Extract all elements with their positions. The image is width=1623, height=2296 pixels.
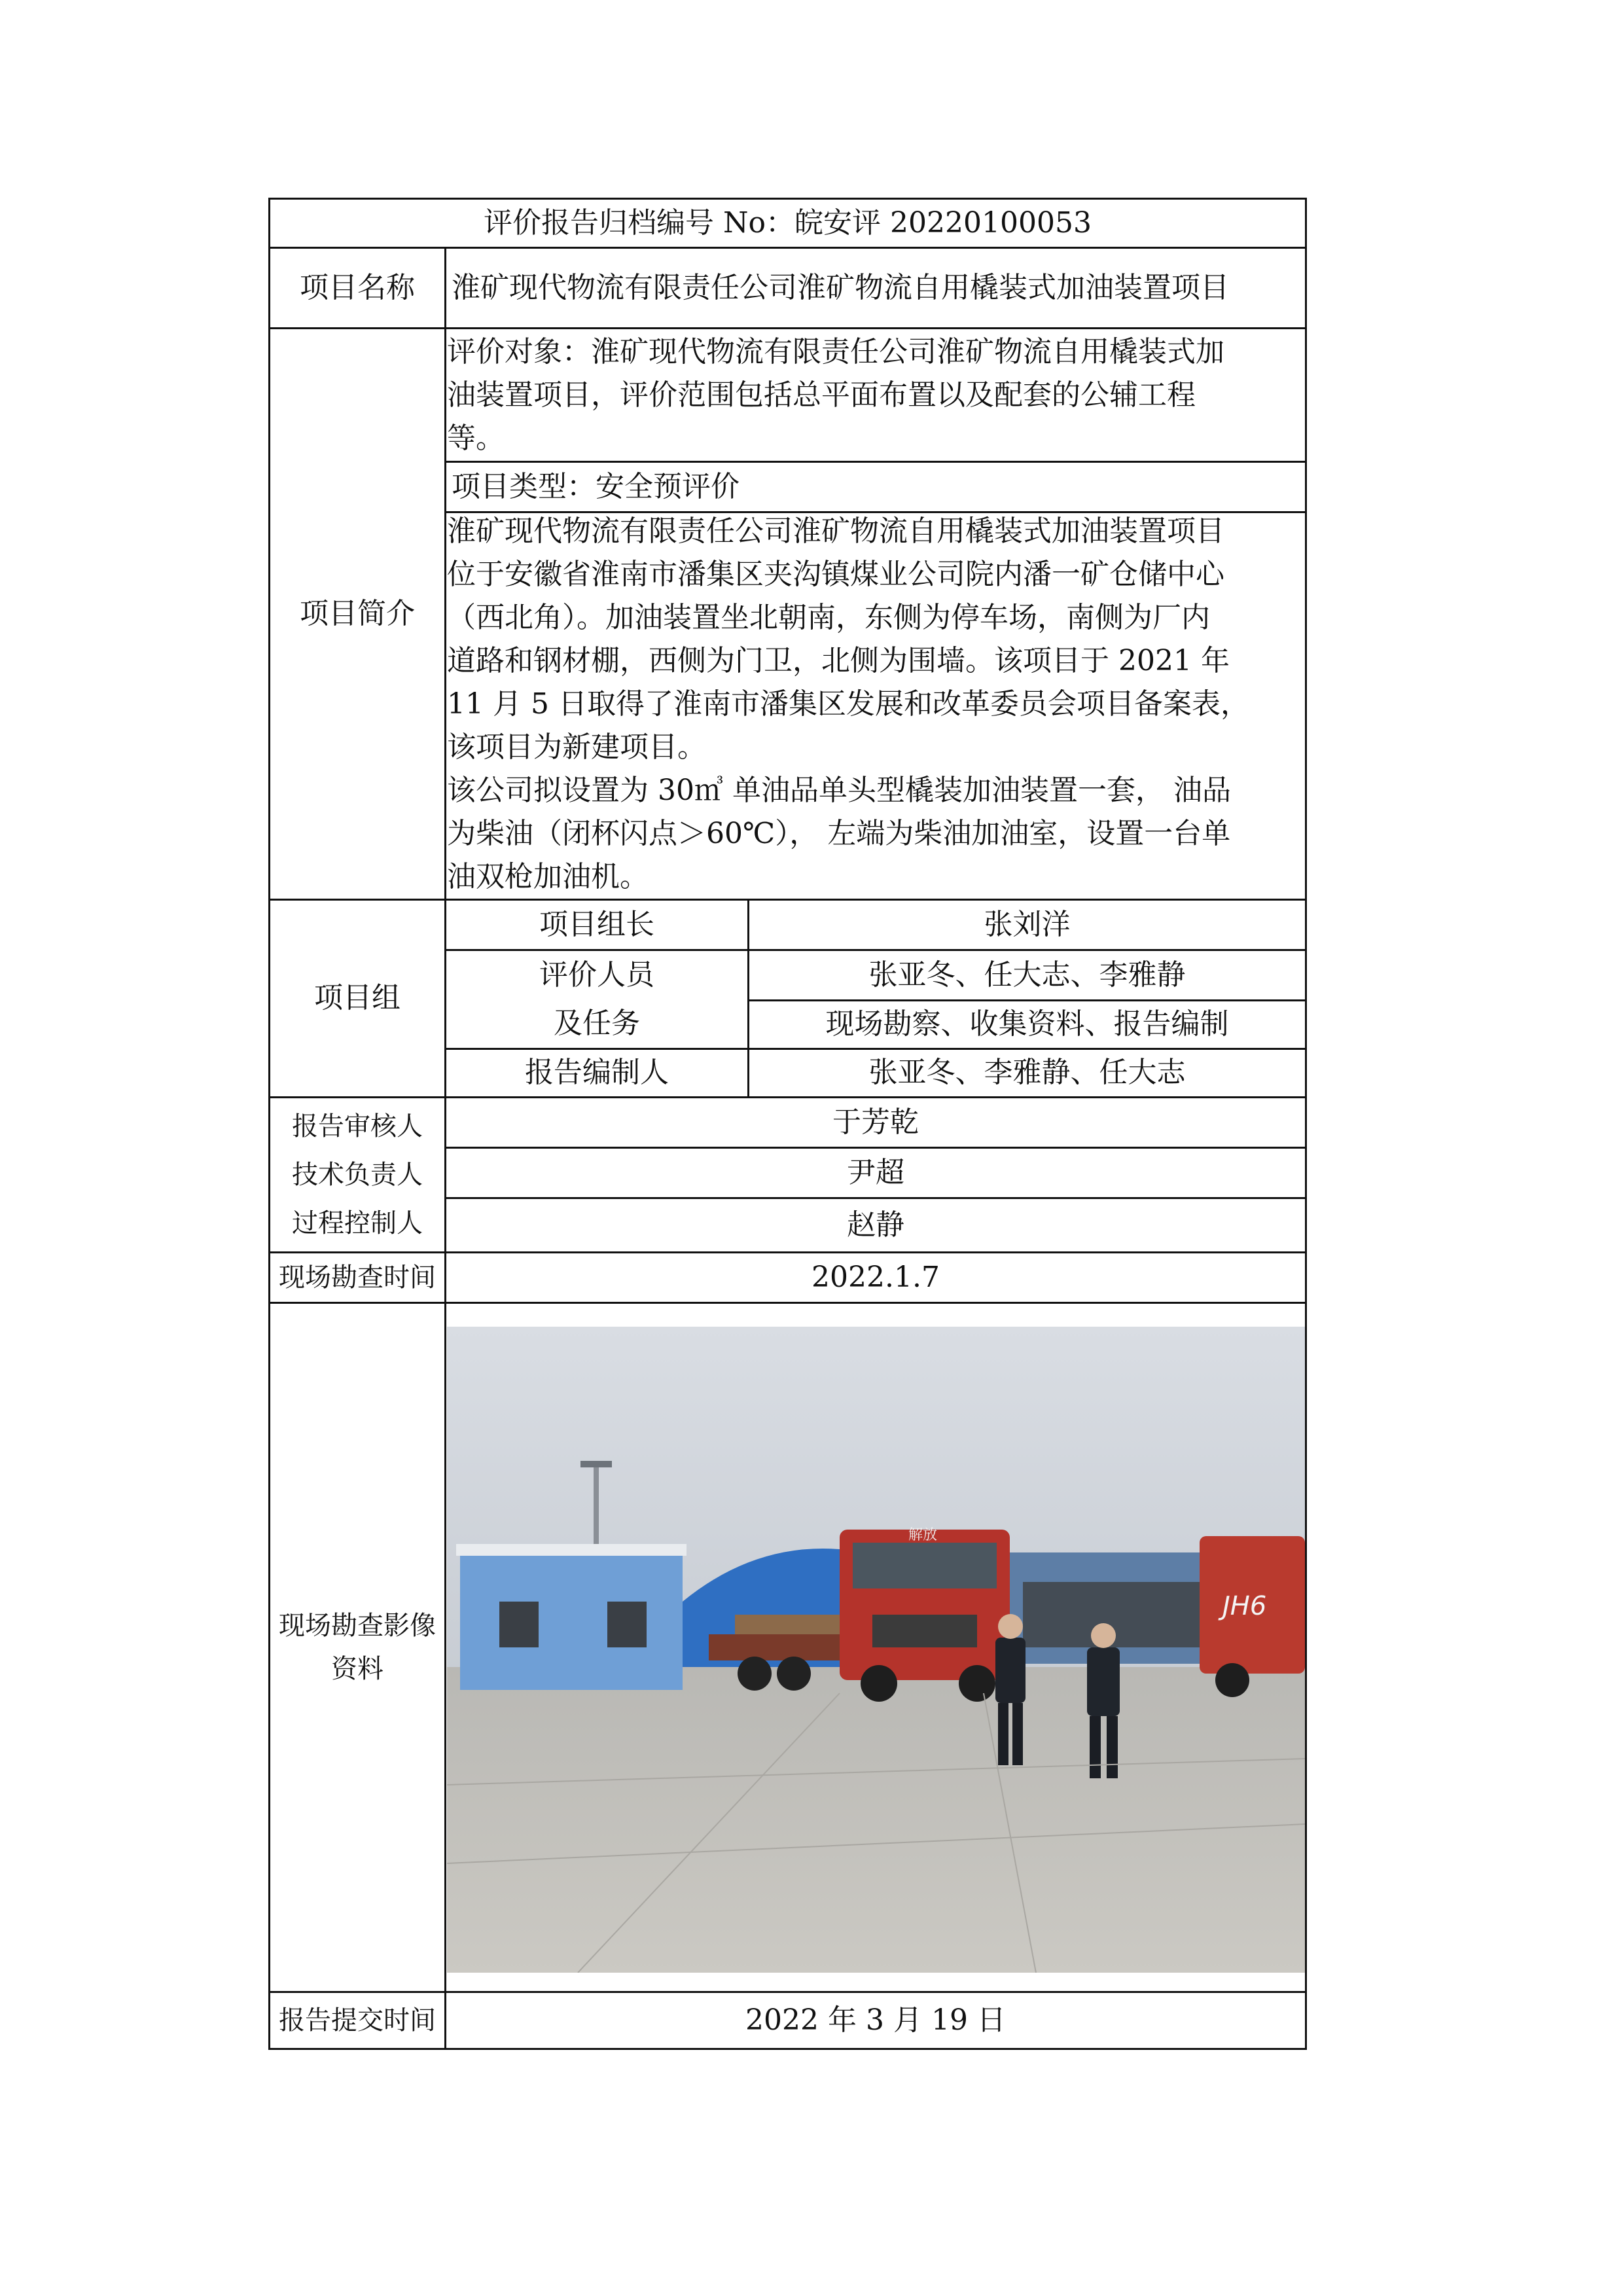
team-writers [747, 1048, 1307, 1098]
tech-lead-value-text: 尹超 [847, 1155, 904, 1189]
team-staff-text: 张亚冬、任大志、李雅静 [868, 958, 1186, 992]
submit-time-label-text: 报告提交时间 [279, 2005, 436, 2036]
summary-label [268, 327, 446, 901]
reviewer-label: 报告审核人 [292, 1111, 423, 1141]
signoff-labels [268, 1096, 446, 1253]
summary-type-text: 项目类型：安全预评价 [452, 469, 740, 503]
submit-time-value-text: 2022 年 3 月 19 日 [745, 2003, 1006, 2037]
team-writers-text: 张亚冬、李雅静、任大志 [868, 1056, 1186, 1090]
summary-object-line: 等。 [447, 422, 505, 455]
team-staff [747, 949, 1307, 1001]
survey-time-label [268, 1251, 446, 1304]
summary-object-line: 油装置项目，评价范围包括总平面布置以及配套的公辅工程 [447, 378, 1196, 412]
summary-label-text: 项目简介 [300, 596, 415, 630]
truck-model-text: JH6 [1222, 1591, 1267, 1621]
team-writer-label-text: 报告编制人 [525, 1056, 669, 1090]
team-staff-label-line: 评价人员 [539, 958, 654, 992]
project-name-label [268, 247, 446, 329]
submit-time-value [444, 1991, 1307, 2050]
project-name-value-text: 淮矿现代物流有限责任公司淮矿物流自用橇装式加油装置项目 [452, 270, 1229, 304]
summary-intro-line: 为柴油（闭杯闪点＞60℃）， 左端为柴油加油室，设置一台单 [447, 817, 1231, 850]
survey-photo-label [268, 1302, 446, 1993]
summary-intro-line: 该项目为新建项目。 [447, 730, 706, 764]
truck-brand-text: 解放 [908, 1527, 938, 1543]
site-photo-illustration [447, 1327, 1305, 1973]
team-leader-text: 张刘洋 [984, 907, 1071, 941]
project-name-label-text: 项目名称 [300, 270, 415, 304]
team-leader-label [444, 899, 749, 951]
process-ctrl-label: 过程控制人 [292, 1208, 423, 1238]
summary-intro-line: 该公司拟设置为 30㎥ 单油品单头型橇装加油装置一套， 油品 [447, 774, 1231, 807]
team-tasks-text: 现场勘察、收集资料、报告编制 [825, 1007, 1229, 1041]
submit-time-label [268, 1991, 446, 2050]
survey-time-value-text: 2022.1.7 [812, 1260, 940, 1294]
survey-time-label-text: 现场勘查时间 [279, 1263, 436, 1293]
survey-photo-label-line: 资料 [331, 1654, 383, 1684]
summary-type [444, 461, 1307, 513]
summary-intro-line: 位于安徽省淮南市潘集区夹沟镇煤业公司院内潘一矿仓储中心 [447, 558, 1224, 591]
summary-intro-line: 油双枪加油机。 [447, 860, 649, 893]
team-leader [747, 899, 1307, 951]
summary-intro [447, 510, 1304, 899]
reviewer-value-text: 于芳乾 [832, 1105, 919, 1139]
summary-object [447, 331, 1301, 460]
tech-lead-label: 技术负责人 [292, 1160, 423, 1190]
summary-intro-line: 道路和钢材棚，西侧为门卫，北侧为围墙。该项目于 2021 年 [447, 644, 1230, 677]
team-label [268, 899, 446, 1098]
archive-number-text: 评价报告归档编号 No：皖安评 20220100053 [484, 206, 1092, 240]
project-name-value [444, 247, 1307, 329]
survey-time-value [444, 1251, 1307, 1304]
process-ctrl-value-text: 赵静 [847, 1208, 904, 1242]
summary-intro-line: 11 月 5 日取得了淮南市潘集区发展和改革委员会项目备案表， [447, 687, 1249, 721]
survey-photo-label-line: 现场勘查影像 [279, 1611, 436, 1641]
reviewer-value [444, 1096, 1307, 1149]
team-writer-label [444, 1048, 749, 1098]
summary-intro-line: 淮矿现代物流有限责任公司淮矿物流自用橇装式加油装置项目 [447, 514, 1224, 548]
summary-intro-line: （西北角）。加油装置坐北朝南，东侧为停车场，南侧为厂内 [447, 601, 1210, 634]
team-staff-label-line: 及任务 [554, 1007, 640, 1040]
team-tasks [747, 999, 1307, 1050]
survey-photo [447, 1327, 1305, 1973]
summary-object-line: 评价对象：淮矿现代物流有限责任公司淮矿物流自用橇装式加 [447, 335, 1224, 368]
team-staff-label [444, 949, 749, 1050]
tech-lead-value [444, 1147, 1307, 1199]
archive-number [268, 198, 1307, 249]
team-label-text: 项目组 [314, 981, 401, 1015]
team-leader-label-text: 项目组长 [539, 907, 654, 941]
process-ctrl-value [444, 1197, 1307, 1253]
